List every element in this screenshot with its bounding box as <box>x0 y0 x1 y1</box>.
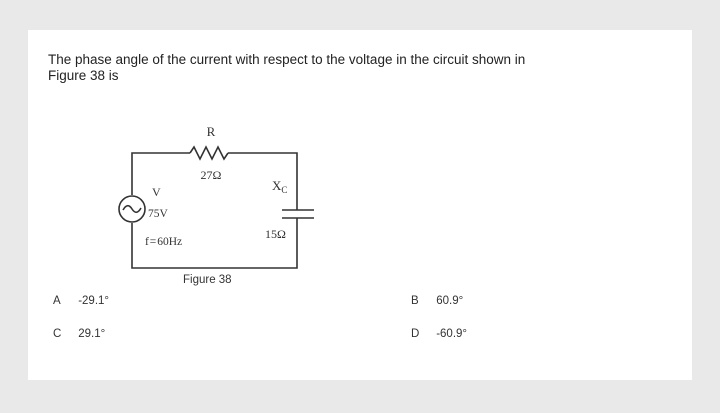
figure-caption: Figure 38 <box>183 274 232 286</box>
question-card <box>28 30 692 380</box>
capacitor-label-sub: C <box>281 185 288 195</box>
option-a-text: -29.1° <box>78 295 110 307</box>
circuit-diagram <box>28 30 692 380</box>
option-c[interactable] <box>53 328 105 340</box>
source-frequency: f = 60Hz <box>145 236 183 248</box>
option-d-text: -60.9° <box>436 328 468 340</box>
option-a-letter: A <box>53 295 61 307</box>
option-b-text: 60.9° <box>436 295 464 307</box>
option-b[interactable] <box>411 295 463 307</box>
source-label: V <box>152 185 161 199</box>
source-voltage: 75V <box>148 208 168 220</box>
capacitor-value: 15Ω <box>265 227 286 241</box>
resistor-value: 27Ω <box>200 168 222 182</box>
option-d[interactable] <box>411 328 467 340</box>
resistor-symbol <box>190 147 228 159</box>
question-line-1: The phase angle of the current with respect to the voltage in the circuit shown in <box>48 52 526 67</box>
resistor-label: R <box>206 124 216 139</box>
option-d-letter: D <box>411 328 420 340</box>
option-a[interactable] <box>53 295 109 307</box>
option-c-letter: C <box>53 328 62 340</box>
option-c-text: 29.1° <box>78 328 106 340</box>
option-b-letter: B <box>411 295 419 307</box>
capacitor-label-main: X <box>272 178 282 193</box>
capacitor-label <box>272 178 287 195</box>
question-line-2: Figure 38 is <box>48 68 119 83</box>
